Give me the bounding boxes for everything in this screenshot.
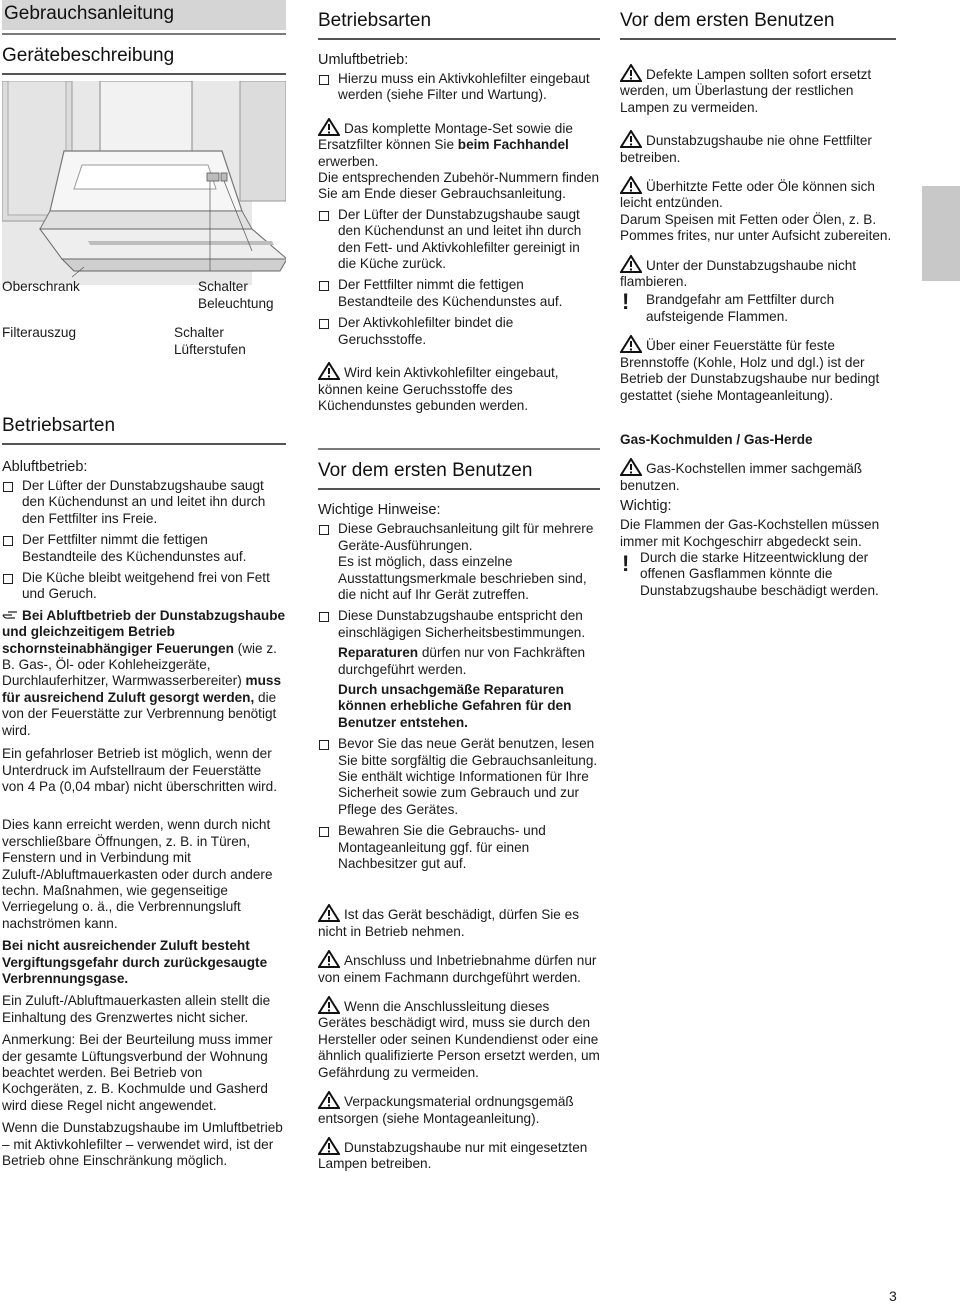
checkbox-bullet-icon bbox=[319, 525, 329, 535]
paragraph: Ein Zuluft-/Abluftmauerkasten allein stellt die Einhaltung des Grenzwertes nicht sicher. bbox=[2, 993, 271, 1025]
paragraph: Dies kann erreicht werden, wenn durch nicht verschließbare Öffnungen, z. B. in Türen, Fenstern und in Verbindung mit Zuluft-/Abluftmauerkasten oder durch andere techn. Maßnahmen, wie gegenseitige Verriegelung o. ä., die Verbrennungsluft nachströmen kann. bbox=[2, 817, 273, 931]
checkbox-bullet-icon bbox=[3, 574, 13, 584]
warning-aktivkohlefilter: Wird kein Aktivkohlefilter eingebaut, können keine Geruchsstoffe des Küchendunstes gebunden werden. bbox=[318, 362, 600, 414]
label-oberschrank: Oberschrank bbox=[2, 279, 80, 294]
warning-anschlussleitung: Wenn die Anschlussleitung dieses Gerätes beschädigt wird, muss sie durch den Hersteller oder seinen Kundendienst oder eine ähnlich qualifizierte Person ersetzt werden, um Gefährdung zu vermeiden. bbox=[318, 996, 600, 1081]
warning-icon bbox=[318, 904, 340, 922]
warning-icon bbox=[620, 130, 642, 148]
label-schalter-beleuchtung-1: Schalter bbox=[198, 279, 248, 294]
list-item: Der Lüfter der Dunstabzugshaube saugt den Küchendunst an und leitet ihn durch den Fettfilter ins Freie. bbox=[2, 478, 286, 527]
subheading-abluftbetrieb: Abluftbetrieb: bbox=[2, 459, 88, 475]
checkbox-bullet-icon bbox=[319, 319, 329, 329]
column-2 bbox=[318, 0, 600, 1183]
list-item: Bevor Sie das neue Gerät benutzen, lesen Sie bitte sorgfältig die Gebrauchsanleitung. Sie enthält wichtige Informationen für Ihre Sicherheit sowie zum Gebrauch und zur Pflege des Gerätes. bbox=[318, 736, 600, 818]
warning-feststoff: Über einer Feuerstätte für feste Brennstoffe (Kohle, Holz und dgl.) ist der Betrieb der Dunstabzugshaube nur bedingt gestattet (siehe Montageanleitung). bbox=[620, 335, 896, 404]
warning-icon bbox=[620, 335, 642, 353]
hinweise-bullets bbox=[318, 521, 600, 872]
list-item: Die Küche bleibt weitgehend frei von Fett und Geruch. bbox=[2, 570, 286, 603]
checkbox-bullet-icon bbox=[319, 612, 329, 622]
warning-icon bbox=[318, 1091, 340, 1109]
subheading-wichtig: Wichtig: bbox=[620, 498, 672, 515]
checkbox-bullet-icon bbox=[319, 211, 329, 221]
paragraph: Die Flammen der Gas-Kochstellen müssen immer mit Kochgeschirr abgedeckt sein. bbox=[620, 517, 880, 549]
label-filterauszug: Filterauszug bbox=[2, 325, 77, 340]
warning-montage-set: Das komplette Montage-Set sowie die Ersatzfilter können Sie beim Fachhandel erwerben. Die entsprechenden Zubehör-Nummern finden Sie am Ende dieser Gebrauchsanleitung. bbox=[318, 118, 600, 203]
section-title-betriebsarten: Betriebsarten bbox=[2, 415, 286, 445]
warning-icon bbox=[318, 1137, 340, 1155]
checkbox-bullet-icon bbox=[319, 75, 329, 85]
page-number: 3 bbox=[889, 1288, 897, 1304]
list-item: Der Fettfilter nimmt die fettigen Bestandteile des Küchendunstes auf. bbox=[318, 277, 600, 310]
warning-geraet-beschaedigt: Ist das Gerät beschädigt, dürfen Sie es nicht in Betrieb nehmen. bbox=[318, 904, 600, 940]
side-tab-marker bbox=[922, 186, 960, 281]
warning-flambieren: Unter der Dunstabzugshaube nicht flambieren. ! Brandgefahr am Fettfilter durch aufsteigende Flammen. bbox=[620, 255, 896, 326]
paragraph: Durch die starke Hitzeentwicklung der offenen Gasflammen könnte die Dunstabzugshaube beschädigt werden. bbox=[640, 549, 879, 598]
warning-gas-kochstellen: Gas-Kochstellen immer sachgemäß benutzen. bbox=[620, 458, 896, 494]
label-schalter-luefter-1: Schalter bbox=[174, 325, 224, 340]
hood-drawing bbox=[2, 81, 286, 285]
paragraph: Die entsprechenden Zubehör-Nummern finden Sie am Ende dieser Gebrauchsanleitung. bbox=[318, 170, 600, 202]
paragraph: Anmerkung: Bei der Beurteilung muss immer der gesamte Lüftungsverbund der Wohnung beachtet werden. Bei Betrieb von Kochgeräten, z. B. Kochmulde und Gasherd wird diese Regel nicht angewendet. bbox=[2, 1032, 273, 1113]
subheading-wichtige-hinweise: Wichtige Hinweise: bbox=[318, 502, 441, 519]
warning-icon bbox=[620, 458, 642, 476]
list-item: Der Aktivkohlefilter bindet die Geruchsstoffe. bbox=[318, 315, 600, 348]
warning-icon bbox=[620, 255, 642, 273]
umluft-bullet-intro bbox=[318, 71, 600, 104]
section-title-geraetebeschreibung: Gerätebeschreibung bbox=[2, 45, 286, 75]
warning-defekte-lampen: Defekte Lampen sollten sofort ersetzt werden, um Überlastung der restlichen Lampen zu vermeiden. bbox=[620, 64, 896, 116]
list-item: Der Fettfilter nimmt die fettigen Bestandteile des Küchendunstes auf. bbox=[2, 532, 286, 565]
checkbox-bullet-icon bbox=[319, 740, 329, 750]
pointing-hand-icon bbox=[2, 608, 18, 624]
warning-verpackung: Verpackungsmaterial ordnungsgemäß entsorgen (siehe Montageanleitung). bbox=[318, 1091, 600, 1127]
section-title-vor-dem-ersten-benutzen-2: Vor dem ersten Benutzen bbox=[620, 10, 896, 40]
warning-fettfilter: Dunstabzugshaube nie ohne Fettfilter betreiben. bbox=[620, 130, 896, 166]
warning-icon bbox=[318, 362, 340, 380]
warning-anschluss: Anschluss und Inbetriebnahme dürfen nur von einem Fachmann durchgeführt werden. bbox=[318, 950, 600, 986]
checkbox-bullet-icon bbox=[3, 536, 13, 546]
abluft-bullets bbox=[2, 478, 286, 603]
checkbox-bullet-icon bbox=[319, 827, 329, 837]
label-schalter-luefter-2: Lüfterstufen bbox=[174, 342, 246, 357]
section-title-betriebsarten-2: Betriebsarten bbox=[318, 10, 600, 40]
list-item: Diese Dunstabzugshaube entspricht den einschlägigen Sicherheitsbestimmungen. Reparaturen dürfen nur von Fachkräften durchgeführt werden. Durch unsachgemäße Reparaturen können erhebliche Gefahren für den Benutzer entstehen. bbox=[318, 608, 600, 731]
umluft-bullets bbox=[318, 207, 600, 348]
abluft-note: Bei Abluftbetrieb der Dunstabzugshaube und gleichzeitigem Betrieb schornsteinabhängiger Feuerungen (wie z. B. Gas-, Öl- oder Kohleheizgeräte, Durchlauferhitzer, Warmwasserbereiter) muss für ausreichend Zuluft gesorgt werden, die von der Feuerstätte zur Verbrennung benötigt wird. bbox=[2, 607, 286, 738]
illustration-labels bbox=[2, 279, 286, 377]
gas-note bbox=[620, 550, 896, 599]
paragraph: Brandgefahr am Fettfilter durch aufsteigende Flammen. bbox=[646, 292, 835, 324]
warning-icon bbox=[318, 996, 340, 1014]
subheading-umluftbetrieb: Umluftbetrieb: bbox=[318, 52, 409, 68]
doc-header: Gebrauchsanleitung bbox=[2, 0, 286, 30]
checkbox-bullet-icon bbox=[319, 281, 329, 291]
paragraph-warning: Bei nicht ausreichender Zuluft besteht Vergiftungsgefahr durch zurückgesaugte Verbrennungsgase. bbox=[2, 938, 268, 986]
appliance-illustration bbox=[2, 81, 286, 285]
paragraph: Darum Speisen mit Fetten oder Ölen, z. B. Pommes frites, nur unter Aufsicht zubereiten. bbox=[620, 211, 892, 244]
warning-icon bbox=[620, 176, 642, 194]
paragraph: Wenn die Dunstabzugshaube im Umluftbetrieb – mit Aktivkohlefilter – verwendet wird, ist der Betrieb ohne Einschränkung möglich. bbox=[2, 1120, 283, 1169]
warning-icon bbox=[318, 950, 340, 968]
label-schalter-beleuchtung-2: Beleuchtung bbox=[198, 296, 274, 311]
paragraph: Ein gefahrloser Betrieb ist möglich, wenn der Unterdruck im Aufstellraum der Feuerstätte von 4 Pa (0,04 mbar) nicht überschritten wird. bbox=[2, 746, 278, 794]
exclamation-icon: ! bbox=[622, 550, 630, 576]
exclamation-icon: ! bbox=[622, 289, 630, 315]
warning-icon bbox=[620, 64, 642, 82]
checkbox-bullet-icon bbox=[3, 482, 13, 492]
section-title-vor-dem-ersten-benutzen: Vor dem ersten Benutzen bbox=[318, 460, 600, 490]
column-1 bbox=[2, 0, 286, 1169]
warning-ueberhitzte-fette: Überhitzte Fette oder Öle können sich leicht entzünden. Darum Speisen mit Fetten oder Ölen, z. B. Pommes frites, nur unter Aufsicht zubereiten. bbox=[620, 176, 896, 245]
list-item: Bewahren Sie die Gebrauchs- und Montageanleitung ggf. für einen Nachbesitzer gut auf. bbox=[318, 823, 600, 872]
list-item: Diese Gebrauchsanleitung gilt für mehrere Geräte-Ausführungen. Es ist möglich, dass einzelne Ausstattungsmerkmale beschrieben sind, die nicht auf Ihr Gerät zutreffen. bbox=[318, 521, 600, 603]
column-3 bbox=[620, 0, 896, 599]
warning-icon bbox=[318, 118, 340, 136]
warning-lampen: Dunstabzugshaube nur mit eingesetzten Lampen betreiben. bbox=[318, 1137, 600, 1173]
list-item: Der Lüfter der Dunstabzugshaube saugt den Küchendunst an und leitet ihn durch den Fett- und Aktivkohlefilter gereinigt in die Küche zurück. bbox=[318, 207, 600, 273]
list-item: Hierzu muss ein Aktivkohlefilter eingebaut werden (siehe Filter und Wartung). bbox=[318, 71, 600, 104]
heading-gas-kochmulden: Gas-Kochmulden / Gas-Herde bbox=[620, 431, 813, 447]
